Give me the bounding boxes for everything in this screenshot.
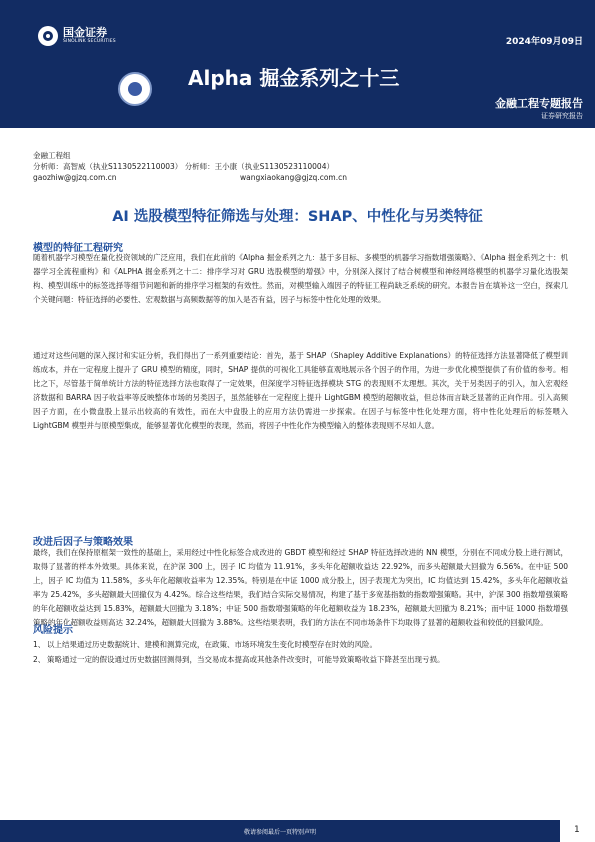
risk-text: 策略通过一定的假设通过历史数据回测得到，当交易成本提高或其他条件改变时，可能导致策略收益下降甚至出现亏损。	[47, 655, 445, 664]
paragraph-feature-engineering-1: 随着机器学习模型在量化投资领域的广泛应用，我们在此前的《Alpha 掘金系列之九：基于多目标、多模型的机器学习指数增强策略》、《Alpha 掘金系列之十：机器学习全流程重构》和《ALPHA 掘金系列之十二：排序学习对 GRU 选股模型的增强》中，分别深入探讨了结合树模型和神经网络模型的机器学习量化选股架构、模型训练中的标签选择等细节问题和新的排序学习框架的有效性。然而，对模型输入端因子的特征工程尚缺乏系统的研究。本报告旨在填补这一空白，探索几个关键问题：特征选择的必要性、宏观数据与高频数据等的加入是否有益，因子与标签中性化处理的效果。	[33, 253, 568, 304]
analyst-2-email[interactable]: wangxiaokang@gjzq.com.cn	[240, 173, 347, 182]
risk-number: 1、	[33, 640, 46, 649]
logo-en: SINOLINK SECURITIES	[63, 39, 116, 44]
list-item	[33, 637, 568, 652]
report-date: 2024年09月09日	[505, 37, 583, 47]
risk-text: 以上结果通过历史数据统计、建模和测算完成，在政策、市场环境发生变化时模型存在时效的风险。	[47, 640, 377, 649]
report-series-title: Alpha 掘金系列之十三	[188, 66, 400, 90]
report-type: 金融工程专题报告	[495, 97, 583, 110]
section-title-risk-warning: 风险提示	[33, 625, 73, 636]
logo-icon	[38, 26, 58, 46]
author-group: 金融工程组	[33, 151, 71, 160]
section-title-strategy-results: 改进后因子与策略效果	[33, 537, 133, 548]
analyst-1: 分析师：高智威（执业S1130522110003）	[33, 162, 183, 171]
report-subtype: 证券研究报告	[541, 112, 583, 120]
risk-list	[33, 637, 568, 667]
page-number: 1	[574, 825, 580, 835]
footer-disclaimer: 敬请参阅最后一页特别声明	[243, 829, 316, 836]
list-item	[33, 652, 568, 667]
analyst-1-email[interactable]: gaozhiw@gjzq.com.cn	[33, 173, 117, 182]
risk-number: 2、	[33, 655, 46, 664]
logo-text	[63, 27, 116, 45]
analyst-row	[33, 161, 334, 172]
paragraph-feature-engineering-2: 通过对这些问题的深入探讨和实证分析，我们得出了一系列重要结论：首先，基于 SHAP（Shapley Additive Explanations）的特征选择方法显著降低了模型训练成本，并在一定程度上提升了 GRU 模型的精度，同时，SHAP 提供的可视化工具能够直观地展示各个因子的作用，为进一步优化模型提供了有价值的参考。相比之下，尽管基于简单统计方法的特征选择方法也取得了一定效果，但深度学习特征选择模块 STG 的表现则不太理想。其次，关于另类因子的引入，加入宏观经济数据和 BARRA 因子收益率等反映整体市场的另类因子，虽然能够在一定程度上提升 LightGBM 模型的超额收益，但总体而言缺乏显著的正向作用。引入高频因子方面，在小微盘股上显示出较高的有效性，而在大中盘股上的应用方法仍需进一步探索。在因子与标签中性化处理方面，将中性化处理后的标签喂入 LightGBM 模型并与原模型集成，能够显著优化模型的表现，然而，将因子中性化作为模型输入的整体表现则不尽如人意。	[33, 351, 568, 430]
report-headline: AI 选股模型特征筛选与处理：SHAP、中性化与另类特征	[112, 209, 483, 225]
email-row	[33, 172, 347, 183]
analyst-2: 分析师：王小康（执业S1130523110004）	[184, 162, 334, 171]
author-block	[33, 150, 347, 183]
logo-cn: 国金证券	[63, 26, 107, 39]
seal-emblem-icon	[118, 72, 152, 106]
section-title-feature-engineering: 模型的特征工程研究	[33, 243, 123, 254]
paragraph-strategy-results: 最终，我们在保持原框架一致性的基础上，采用经过中性化标签合成改进的 GBDT 模型和经过 SHAP 特征选择改进的 NN 模型，分别在不同成分股上进行测试，取得了显著的样本外效果。具体来说，在沪深 300 上，因子 IC 均值为 11.91%，多头年化超额收益达 22.92%，而多头超额最大回撤为 6.56%。在中证 500 上，因子 IC 均值为 11.58%，多头年化超额收益率为 12.35%。特别是在中证 1000 成分股上，因子表现尤为突出，IC 均值达到 15.42%，多头年化超额收益率为 25.42%，多头超额最大回撤仅为 4.42%。综合这些结果，我们结合实际交易情况，构建了基于多宽基指数的指数增强策略。其中，沪深 300 指数增强策略的年化超额收益达到 15.83%，超额最大回撤为 3.18%；中证 500 指数增强策略的年化超额收益为 18.23%，超额最大回撤为 8.21%；而中证 1000 指数增强策略的年化超额收益则高达 32.24%，超额最大回撤为 3.88%。这些结果表明，我们的方法在不同市场条件下均取得了显著的超额收益和较低的回撤风险。	[33, 548, 568, 627]
company-logo	[38, 26, 116, 46]
